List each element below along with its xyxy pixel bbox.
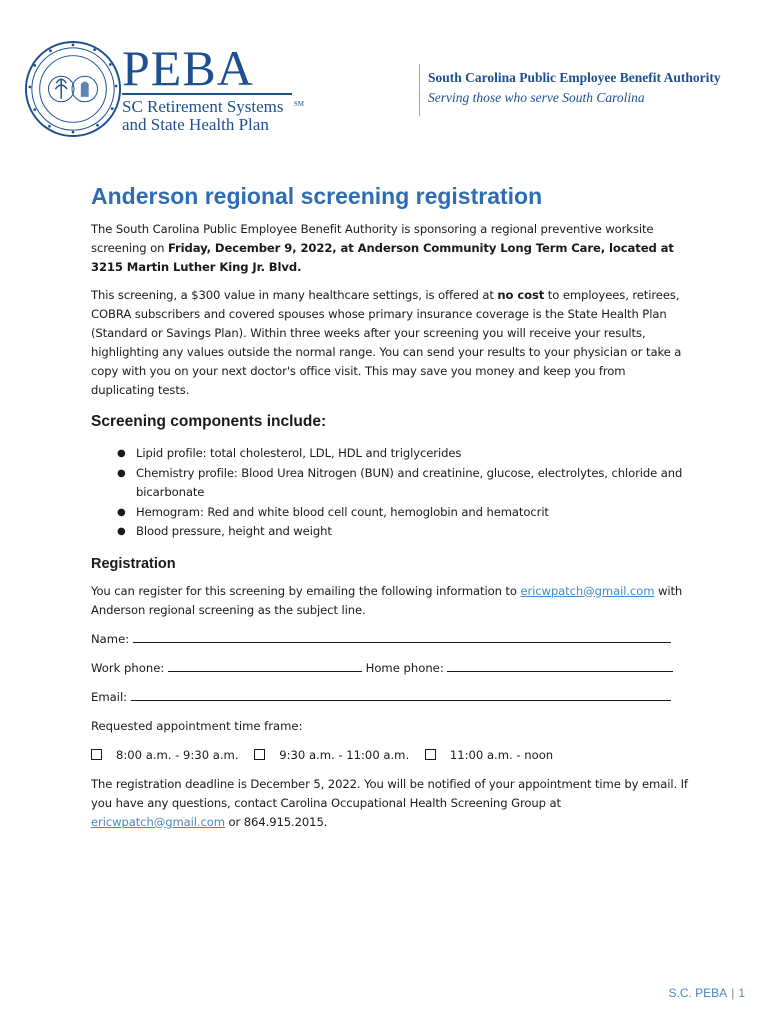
timeslot-option[interactable] xyxy=(425,746,553,765)
email-blank-line[interactable] xyxy=(131,688,671,701)
description-text-1: This screening, a $300 value in many healthcare settings, is offered at xyxy=(91,288,498,302)
footer-org: S.C. PEBA xyxy=(668,986,728,1000)
phone-field-row xyxy=(91,659,691,678)
registration-text-2: with Anderson regional screening as the subject line. xyxy=(91,583,683,617)
checkbox[interactable] xyxy=(254,749,265,760)
bullet-icon: ● xyxy=(117,526,126,537)
work-phone-blank-line[interactable] xyxy=(168,659,362,672)
registration-text-1: You can register for this screening by emailing the following information to xyxy=(91,583,521,598)
description-no-cost: no cost xyxy=(497,288,545,302)
main-content xyxy=(91,182,691,832)
description-paragraph xyxy=(91,286,691,400)
registration-instructions xyxy=(91,582,691,620)
bullet-icon: ● xyxy=(117,467,126,479)
list-item-text: Blood pressure, height and weight xyxy=(136,524,332,538)
name-blank-line[interactable] xyxy=(133,630,671,643)
intro-event-details: Friday, December 9, 2022, at Anderson Community Long Term Care, located at 3215 Martin Luther King Jr. Blvd. xyxy=(91,241,674,274)
checkbox[interactable] xyxy=(91,749,102,760)
email-label: Email: xyxy=(91,689,128,704)
timeslot-label: 11:00 a.m. - noon xyxy=(449,747,554,762)
organization-tagline: Serving those who serve South Carolina xyxy=(428,90,645,105)
registration-heading: Registration xyxy=(91,555,176,572)
components-list xyxy=(91,444,691,542)
timeframe-label: Requested appointment time frame: xyxy=(91,718,303,733)
bullet-icon: ● xyxy=(117,448,126,459)
list-item-text: Chemistry profile: Blood Urea Nitrogen (BUN) and creatinine, glucose, electrolytes, chloride and bicarbonate xyxy=(136,465,683,499)
logo-peba-text: PEBA SM xyxy=(122,44,292,92)
logo-service-mark: SM xyxy=(293,100,304,108)
peba-wordmark xyxy=(122,40,304,134)
logo-subtitle-line2: and State Health Plan xyxy=(122,115,269,134)
list-item xyxy=(91,503,691,523)
list-item xyxy=(91,444,691,464)
page-number: 1 xyxy=(738,986,745,1000)
page-footer xyxy=(669,986,746,1000)
peba-seal-logo xyxy=(24,40,122,138)
bullet-icon: ● xyxy=(117,506,126,518)
deadline-paragraph xyxy=(91,775,691,832)
checkbox[interactable] xyxy=(425,749,436,760)
home-phone-blank-line[interactable] xyxy=(447,659,673,672)
organization-name: South Carolina Public Employee Benefit Authority xyxy=(428,70,721,85)
name-label: Name: xyxy=(91,631,130,646)
deadline-text: The registration deadline is December 5, 2022. You will be notified of your appointment time by email. If you have any questions, contact Carolina Occupational Health Screening Group at xyxy=(91,776,688,810)
list-item xyxy=(91,522,691,542)
header-divider xyxy=(419,64,420,116)
timeslot-label: 9:30 a.m. - 11:00 a.m. xyxy=(279,747,410,762)
contact-email-link[interactable]: ericwpatch@gmail.com xyxy=(91,814,225,829)
home-phone-label: Home phone: xyxy=(365,660,444,675)
timeslot-label: 8:00 a.m. - 9:30 a.m. xyxy=(116,747,239,762)
list-item xyxy=(91,464,691,503)
list-item-text: Lipid profile: total cholesterol, LDL, HDL and triglycerides xyxy=(136,446,462,460)
timeslot-option[interactable] xyxy=(91,746,239,765)
components-heading: Screening components include: xyxy=(91,413,327,430)
list-item-text: Hemogram: Red and white blood cell count, hemoglobin and hematocrit xyxy=(136,504,549,519)
footer-separator: | xyxy=(731,986,735,1000)
description-text-2: to employees, retirees, COBRA subscribers and covered spouses whose primary insurance coverage is the State Health Plan (Standard or Savings Plan). Within three weeks after your screening you will receive your results, highlighting any values outside the normal range. You can send your results to your physician or take a copy with you on your next doctor's office visit. This may save you money and keep you from duplicating tests. xyxy=(91,288,682,397)
email-field-row xyxy=(91,688,691,707)
timeslot-options xyxy=(91,746,691,765)
contact-phone-text: or 864.915.2015. xyxy=(224,814,328,829)
page-title: Anderson regional screening registration xyxy=(91,183,543,209)
intro-text: The South Carolina Public Employee Benefit Authority is sponsoring a regional preventive worksite screening on xyxy=(91,222,654,255)
intro-paragraph xyxy=(91,220,691,277)
name-field-row xyxy=(91,630,691,649)
logo-subtitle-line1: SC Retirement Systems xyxy=(122,97,284,116)
work-phone-label: Work phone: xyxy=(91,660,165,675)
registration-email-link[interactable]: ericwpatch@gmail.com xyxy=(520,583,655,598)
timeslot-option[interactable] xyxy=(254,746,409,765)
